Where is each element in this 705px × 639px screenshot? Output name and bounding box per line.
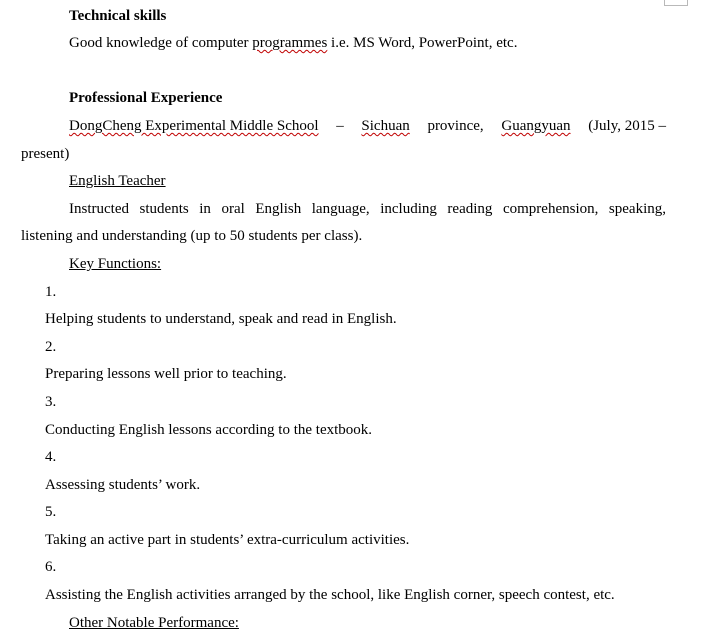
other-notable-performance-label: Other Notable Performance: (69, 615, 239, 631)
technical-skills-text-after: i.e. MS Word, PowerPoint, etc. (327, 35, 518, 51)
technical-skills-text (69, 33, 517, 53)
employment-period-end: present) (21, 146, 70, 162)
list-item: Preparing lessons well prior to teaching. (45, 366, 287, 382)
key-functions-label: Key Functions: (69, 256, 162, 272)
employer-dash: – (336, 118, 344, 134)
employer-region-suffix: province, (427, 118, 484, 134)
list-item: Helping students to understand, speak and read in English. (45, 311, 397, 327)
job-description-line-2: listening and understanding (up to 50 students per class). (21, 228, 363, 244)
technical-skills-text-before: Good knowledge of computer (69, 35, 253, 51)
list-item-number: 5. (45, 504, 57, 520)
employer-name[interactable]: DongCheng Experimental Middle School (69, 118, 319, 134)
employer-city[interactable]: Guangyuan (501, 118, 571, 134)
list-item: Assessing students’ work. (45, 477, 201, 493)
job-role: English Teacher (69, 173, 166, 189)
employer-region[interactable]: Sichuan (361, 118, 410, 134)
list-item-number: 4. (45, 449, 57, 465)
technical-skills-heading: Technical skills (69, 8, 167, 24)
list-item: Conducting English lessons according to the textbook. (45, 422, 373, 438)
spellcheck-flagged-word[interactable]: programmes (252, 35, 328, 51)
page-corner-mark (664, 0, 688, 6)
list-item-number: 2. (45, 339, 57, 355)
list-item: Taking an active part in students’ extra-curriculum activities. (45, 532, 410, 548)
list-item: Assisting the English activities arranged by the school, like English corner, speech contest, etc. (45, 587, 615, 603)
list-item-number: 3. (45, 394, 57, 410)
employer-line (69, 116, 666, 136)
professional-experience-heading: Professional Experience (69, 90, 223, 106)
list-item-number: 6. (45, 559, 57, 575)
list-item-number: 1. (45, 284, 57, 300)
employment-period-start: (July, 2015 – (588, 118, 666, 134)
job-description-line-1: Instructed students in oral English language, including reading comprehension, speaking, (69, 201, 666, 217)
